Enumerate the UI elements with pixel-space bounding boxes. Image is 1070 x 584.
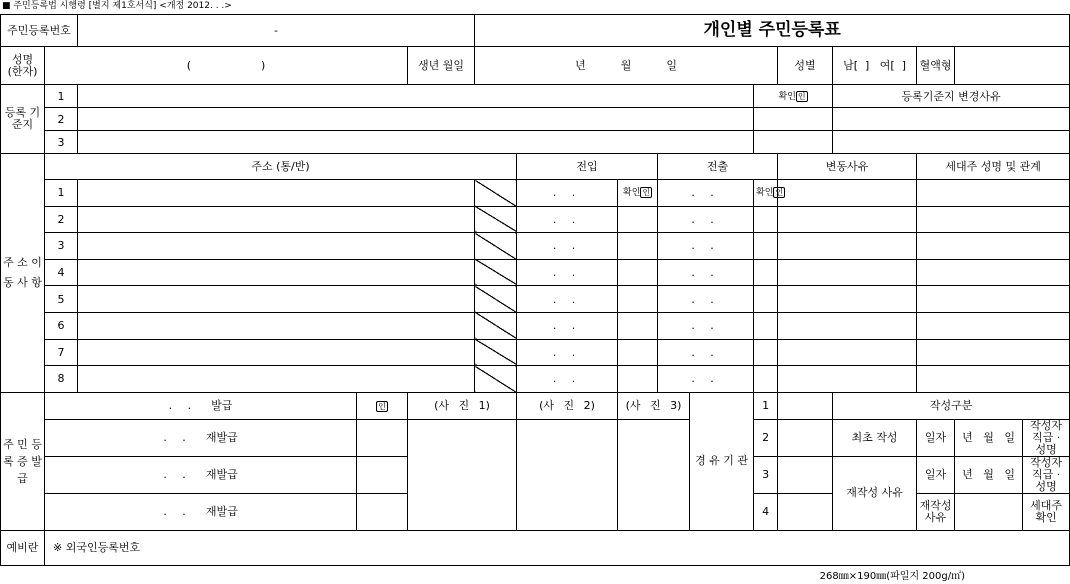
move-out-confirm[interactable]	[754, 312, 778, 339]
address-row-number: 4	[45, 259, 78, 286]
move-out-date[interactable]: . .	[658, 206, 754, 233]
resident-registration-form	[0, 14, 1063, 568]
first-written-label: 최초 작성	[833, 419, 917, 456]
address-diagonal-cell	[475, 366, 517, 393]
move-in-date[interactable]: . .	[517, 339, 618, 366]
household-head-field[interactable]	[917, 339, 1070, 366]
change-reason-field[interactable]	[778, 286, 917, 313]
change-reason-field[interactable]	[778, 366, 917, 393]
seal-mark: 인	[775, 188, 784, 198]
address-row-number: 2	[45, 206, 78, 233]
photo-1-header: (사 진 1)	[408, 392, 517, 419]
address-field[interactable]	[78, 233, 475, 260]
household-head-field[interactable]	[917, 286, 1070, 313]
name-field[interactable]: ( )	[45, 47, 408, 85]
move-out-confirm[interactable]	[754, 206, 778, 233]
address-field[interactable]	[78, 366, 475, 393]
address-field[interactable]	[78, 339, 475, 366]
issue-row[interactable]	[45, 392, 357, 419]
household-head-field[interactable]	[917, 180, 1070, 207]
address-diagonal-cell	[475, 312, 517, 339]
move-in-date[interactable]: . .	[517, 233, 618, 260]
reissue-row[interactable]	[45, 493, 357, 530]
reissue-label: 재발급	[205, 431, 238, 445]
via-agency-field[interactable]	[778, 419, 833, 456]
move-in-date[interactable]: . .	[517, 366, 618, 393]
move-out-date[interactable]: . .	[658, 366, 754, 393]
base-row-number: 1	[45, 85, 78, 108]
reissue-row[interactable]	[45, 456, 357, 493]
seal-mark: 인	[797, 91, 806, 101]
move-in-confirm[interactable]	[618, 366, 658, 393]
via-agency-field[interactable]	[778, 493, 833, 530]
date-label: 일자	[917, 456, 955, 493]
move-out-confirm[interactable]	[754, 180, 784, 207]
base-change-reason-field[interactable]	[833, 131, 1070, 154]
via-agency-label: 경 유 기 관	[690, 392, 754, 530]
move-out-confirm[interactable]	[754, 366, 778, 393]
change-reason-field[interactable]	[778, 312, 917, 339]
base-change-reason-field[interactable]	[833, 108, 1070, 131]
reissue-date: . .	[163, 431, 192, 445]
confirm-label: 확인	[623, 188, 641, 199]
address-diagonal-cell	[475, 339, 517, 366]
via-row-number: 2	[754, 419, 778, 456]
household-head-column-header: 세대주 성명 및 관계	[917, 154, 1070, 180]
issue-date: . .	[168, 399, 198, 413]
move-in-confirm[interactable]	[618, 180, 658, 207]
address-field[interactable]	[78, 312, 475, 339]
move-in-column-header: 전입	[517, 154, 658, 180]
address-row-number: 1	[45, 180, 78, 207]
household-head-confirm-label: 세대주 확인	[1023, 493, 1070, 530]
move-out-date[interactable]: . .	[658, 339, 754, 366]
move-in-date[interactable]: . .	[517, 206, 618, 233]
address-row-number: 6	[45, 312, 78, 339]
change-reason-column-header: 변동사유	[778, 154, 917, 180]
via-row-number: 3	[754, 456, 778, 493]
base-change-reason-header: 등록기준지 변경사유	[833, 85, 1070, 108]
birth-field[interactable]: 년 월 일	[475, 47, 778, 85]
writer-label: 작성자 직급 · 성명	[1023, 419, 1070, 456]
form-header-note: ■ 주민등록법 시행령 [별지 제1호서식] <개정 2012. . .>	[2, 1, 232, 11]
rewrite-reason-label: 재작성 사유	[833, 456, 917, 530]
move-in-confirm[interactable]	[618, 339, 658, 366]
address-row-number: 5	[45, 286, 78, 313]
move-out-date[interactable]: . .	[658, 259, 754, 286]
move-out-date[interactable]: . .	[658, 312, 754, 339]
address-history-label: 주 소 이 동 사 항	[1, 154, 45, 393]
blood-type-field[interactable]	[955, 47, 1070, 85]
move-out-confirm[interactable]	[754, 233, 778, 260]
seal-mark: 인	[642, 188, 651, 198]
household-head-field[interactable]	[917, 233, 1070, 260]
move-in-confirm[interactable]	[618, 206, 658, 233]
sex-field[interactable]: 남[ ] 여[ ]	[833, 47, 917, 85]
reissue-date: . .	[163, 505, 192, 519]
via-row-number: 4	[754, 493, 778, 530]
photo-2-box[interactable]	[517, 419, 618, 530]
address-column-header: 주소 (통/반)	[45, 154, 517, 180]
move-out-date[interactable]: . .	[658, 286, 754, 313]
reg-number-value[interactable]: -	[78, 15, 475, 47]
photo-1-box[interactable]	[408, 419, 517, 530]
change-reason-field[interactable]	[778, 180, 917, 207]
birth-label: 생년 월일	[408, 47, 475, 85]
address-field[interactable]	[78, 286, 475, 313]
household-head-field[interactable]	[917, 259, 1070, 286]
form-title: 개인별 주민등록표	[475, 15, 1070, 47]
photo-3-box[interactable]	[618, 419, 690, 530]
base-confirm-cell[interactable]	[754, 108, 833, 131]
via-agency-field[interactable]	[778, 456, 833, 493]
address-row-number: 7	[45, 339, 78, 366]
form-size-note: 268㎜×190㎜(파일지 200g/㎡)	[819, 571, 965, 582]
move-in-confirm[interactable]	[618, 312, 658, 339]
id-card-issue-label: 주 민 등 록 증 발 급	[1, 392, 45, 530]
change-reason-field[interactable]	[778, 233, 917, 260]
address-row-number: 3	[45, 233, 78, 260]
rewrite-reason-field[interactable]	[955, 493, 1023, 530]
base-row-number: 3	[45, 131, 78, 154]
reissue-row[interactable]	[45, 419, 357, 456]
address-diagonal-cell	[475, 233, 517, 260]
move-in-date[interactable]: . .	[517, 259, 618, 286]
name-label: 성명 (한자)	[1, 47, 45, 85]
change-reason-field[interactable]	[778, 339, 917, 366]
reissue-date: . .	[163, 468, 192, 482]
move-in-date[interactable]: . .	[517, 286, 618, 313]
rewrite-reason-sub-label: 재작성 사유	[917, 493, 955, 530]
via-agency-field[interactable]	[778, 392, 833, 419]
reissue-seal-cell[interactable]	[357, 419, 408, 456]
move-out-column-header: 전출	[658, 154, 778, 180]
change-reason-field[interactable]	[778, 206, 917, 233]
base-row-number: 2	[45, 108, 78, 131]
sex-label: 성별	[778, 47, 833, 85]
first-written-date[interactable]: 년 월 일	[955, 419, 1023, 456]
photo-3-header: (사 진 3)	[618, 392, 690, 419]
remarks-field[interactable]: ※ 외국인등록번호	[45, 530, 1070, 565]
move-in-confirm[interactable]	[618, 259, 658, 286]
base-address-field[interactable]	[78, 131, 754, 154]
issue-seal-cell[interactable]	[357, 392, 408, 419]
move-out-date[interactable]: . .	[658, 180, 754, 207]
move-out-confirm[interactable]	[754, 339, 778, 366]
reissue-seal-cell[interactable]	[357, 493, 408, 530]
remarks-label: 예비란	[1, 530, 45, 565]
move-in-confirm[interactable]	[618, 233, 658, 260]
change-reason-field[interactable]	[778, 259, 917, 286]
address-diagonal-cell	[475, 206, 517, 233]
rewrite-date[interactable]: 년 월 일	[955, 456, 1023, 493]
move-in-date[interactable]: . .	[517, 312, 618, 339]
reissue-seal-cell[interactable]	[357, 456, 408, 493]
household-head-field[interactable]	[917, 366, 1070, 393]
address-diagonal-cell	[475, 286, 517, 313]
writer-label: 작성자 직급 · 성명	[1023, 456, 1070, 493]
reg-number-label: 주민등록번호	[1, 15, 78, 47]
move-in-confirm[interactable]	[618, 286, 658, 313]
base-address-field[interactable]	[78, 108, 754, 131]
base-confirm-cell[interactable]	[754, 131, 833, 154]
address-field[interactable]	[78, 259, 475, 286]
reissue-label: 재발급	[205, 505, 238, 519]
address-field[interactable]	[78, 180, 475, 207]
date-label: 일자	[917, 419, 955, 456]
confirm-label: 확인	[756, 188, 774, 199]
address-field[interactable]	[78, 206, 475, 233]
photo-2-header: (사 진 2)	[517, 392, 618, 419]
move-in-date[interactable]: . .	[517, 180, 618, 207]
confirm-label: 확인	[778, 91, 796, 102]
household-head-field[interactable]	[917, 206, 1070, 233]
seal-mark: 인	[378, 402, 386, 412]
write-type-header: 작성구분	[833, 392, 1070, 419]
move-out-confirm[interactable]	[754, 259, 778, 286]
household-head-field[interactable]	[917, 312, 1070, 339]
via-row-number: 1	[754, 392, 778, 419]
reissue-label: 재발급	[205, 468, 238, 482]
base-confirm-cell[interactable]	[754, 85, 833, 108]
move-out-confirm[interactable]	[754, 286, 778, 313]
issue-label: 발급	[211, 399, 233, 413]
blood-type-label: 혈액형	[917, 47, 955, 85]
move-out-date[interactable]: . .	[658, 233, 754, 260]
address-row-number: 8	[45, 366, 78, 393]
base-address-label: 등록 기준지	[1, 85, 45, 154]
address-diagonal-cell	[475, 259, 517, 286]
address-diagonal-cell	[475, 180, 517, 207]
base-address-field[interactable]	[78, 85, 754, 108]
